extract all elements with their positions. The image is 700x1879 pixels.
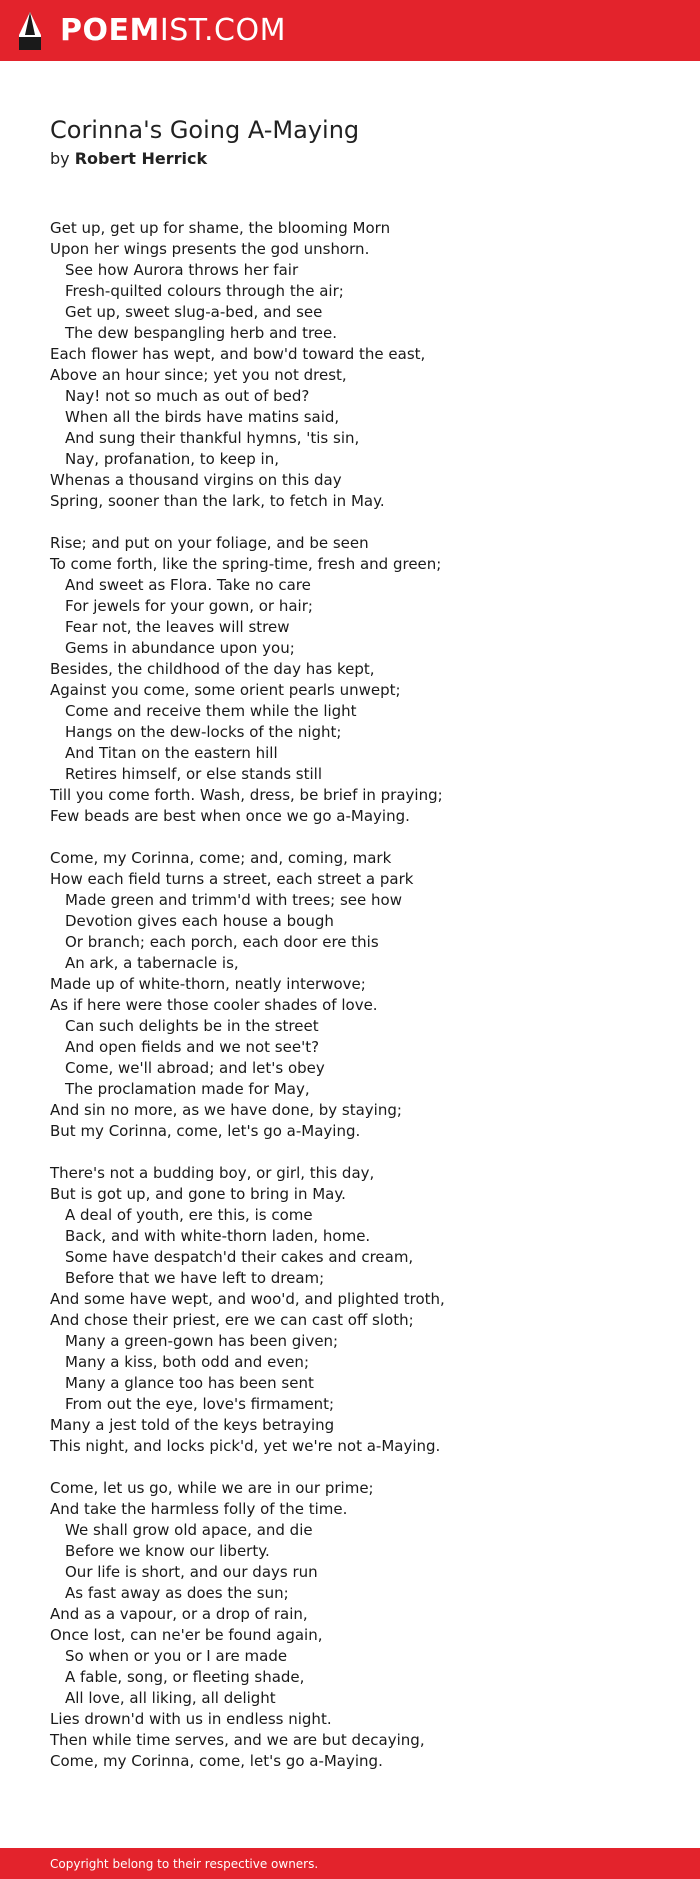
poem-line: The dew bespangling herb and tree. [65,324,338,342]
poem-line: Made green and trimm'd with trees; see how [65,891,402,909]
poem-line: Some have despatch'd their cakes and cream, [65,1248,414,1266]
poem-line: Fear not, the leaves will strew [65,618,290,636]
poem-line: Each flower has wept, and bow'd toward the east, [50,345,426,363]
poem-line: So when or you or I are made [65,1647,288,1665]
poem-line: Nay! not so much as out of bed? [65,387,310,405]
poem-line: And sweet as Flora. Take no care [65,576,311,594]
poem-line: Can such delights be in the street [65,1017,319,1035]
poem-line: Upon her wings presents the god unshorn. [50,240,370,258]
poem-line: Spring, sooner than the lark, to fetch in May. [50,492,385,510]
poem-line: Then while time serves, and we are but decaying, [50,1731,425,1749]
logo-light-part: IST.COM [159,12,286,48]
poem-line: How each field turns a street, each street a park [50,870,414,888]
poem-line: See how Aurora throws her fair [65,261,299,279]
poem-line: Till you come forth. Wash, dress, be brief in praying; [50,786,443,804]
poem-line: And sung their thankful hymns, 'tis sin, [65,429,360,447]
poem-line: Our life is short, and our days run [65,1563,318,1581]
poem-body [50,218,670,1793]
poem-line: Fresh-quilted colours through the air; [65,282,344,300]
poem-line: But is got up, and gone to bring in May. [50,1185,346,1203]
poem-heading [50,113,359,171]
poem-line: This night, and locks pick'd, yet we're not a-Maying. [50,1437,441,1455]
stanza [50,1163,670,1457]
poem-line: Against you come, some orient pearls unwept; [50,681,401,699]
poem-line: As if here were those cooler shades of love. [50,996,378,1014]
poem-line: The proclamation made for May, [65,1080,310,1098]
site-logo[interactable] [17,11,286,51]
poem-line: To come forth, like the spring-time, fresh and green; [50,555,442,573]
poem-line: A fable, song, or fleeting shade, [65,1668,305,1686]
poem-line: As fast away as does the sun; [65,1584,289,1602]
poem-line: From out the eye, love's firmament; [65,1395,335,1413]
site-footer [0,1848,700,1879]
poem-line: Come, let us go, while we are in our prime; [50,1479,374,1497]
poem-line: Hangs on the dew-locks of the night; [65,723,342,741]
poem-line: Gems in abundance upon you; [65,639,295,657]
poem-line: Come, my Corinna, come, let's go a-Maying. [50,1752,383,1770]
poem-line: For jewels for your gown, or hair; [65,597,313,615]
poem-line: Come, my Corinna, come; and, coming, mark [50,849,392,867]
poem-line: Devotion gives each house a bough [65,912,334,930]
poem-line: And chose their priest, ere we can cast off sloth; [50,1311,414,1329]
poem-line: Once lost, can ne'er be found again, [50,1626,323,1644]
poem-line: Above an hour since; yet you not drest, [50,366,347,384]
poem-line: Made up of white-thorn, neatly interwove; [50,975,366,993]
copyright-notice: Copyright belong to their respective owners. [50,1856,319,1871]
byline [50,147,359,171]
poem-line: Get up, sweet slug-a-bed, and see [65,303,323,321]
poem-line: And some have wept, and woo'd, and plighted troth, [50,1290,445,1308]
poem-line: And take the harmless folly of the time. [50,1500,348,1518]
poem-line: Before that we have left to dream; [65,1269,325,1287]
poem-line: And Titan on the eastern hill [65,744,278,762]
poem-line: But my Corinna, come, let's go a-Maying. [50,1122,361,1140]
stanza [50,1478,670,1772]
poem-line: Many a jest told of the keys betraying [50,1416,335,1434]
poem-line: Back, and with white-thorn laden, home. [65,1227,371,1245]
poem-line: Many a kiss, both odd and even; [65,1353,309,1371]
poem-line: Nay, profanation, to keep in, [65,450,279,468]
poem-line: All love, all liking, all delight [65,1689,276,1707]
logo-wordmark [60,12,286,48]
poem-line: There's not a budding boy, or girl, this day, [50,1164,375,1182]
poem-line: Or branch; each porch, each door ere this [65,933,379,951]
poem-line: Come, we'll abroad; and let's obey [65,1059,325,1077]
poem-line: Get up, get up for shame, the blooming Morn [50,219,391,237]
poem-line: When all the birds have matins said, [65,408,340,426]
poem-line: Many a glance too has been sent [65,1374,314,1392]
poem-line: We shall grow old apace, and die [65,1521,313,1539]
poem-line: Come and receive them while the light [65,702,357,720]
poem-line: Few beads are best when once we go a-Maying. [50,807,410,825]
poem-line: Rise; and put on your foliage, and be seen [50,534,369,552]
poem-line: Lies drown'd with us in endless night. [50,1710,332,1728]
poem-line: An ark, a tabernacle is, [65,954,239,972]
by-label: by [50,149,70,168]
stanza [50,533,670,827]
poem-line: Whenas a thousand virgins on this day [50,471,342,489]
poem-line: And open fields and we not see't? [65,1038,320,1056]
stanza [50,218,670,512]
poem-line: And sin no more, as we have done, by staying; [50,1101,402,1119]
author-name: Robert Herrick [74,149,208,168]
site-header [0,0,700,61]
poem-line: And as a vapour, or a drop of rain, [50,1605,308,1623]
poem-line: A deal of youth, ere this, is come [65,1206,313,1224]
poem-line: Before we know our liberty. [65,1542,270,1560]
poem-line: Besides, the childhood of the day has kept, [50,660,375,678]
pen-nib-icon [17,11,43,51]
stanza [50,848,670,1142]
poem-title: Corinna's Going A-Maying [50,116,360,144]
poem-line: Many a green-gown has been given; [65,1332,339,1350]
logo-bold-part: POEM [60,12,160,48]
poem-line: Retires himself, or else stands still [65,765,323,783]
